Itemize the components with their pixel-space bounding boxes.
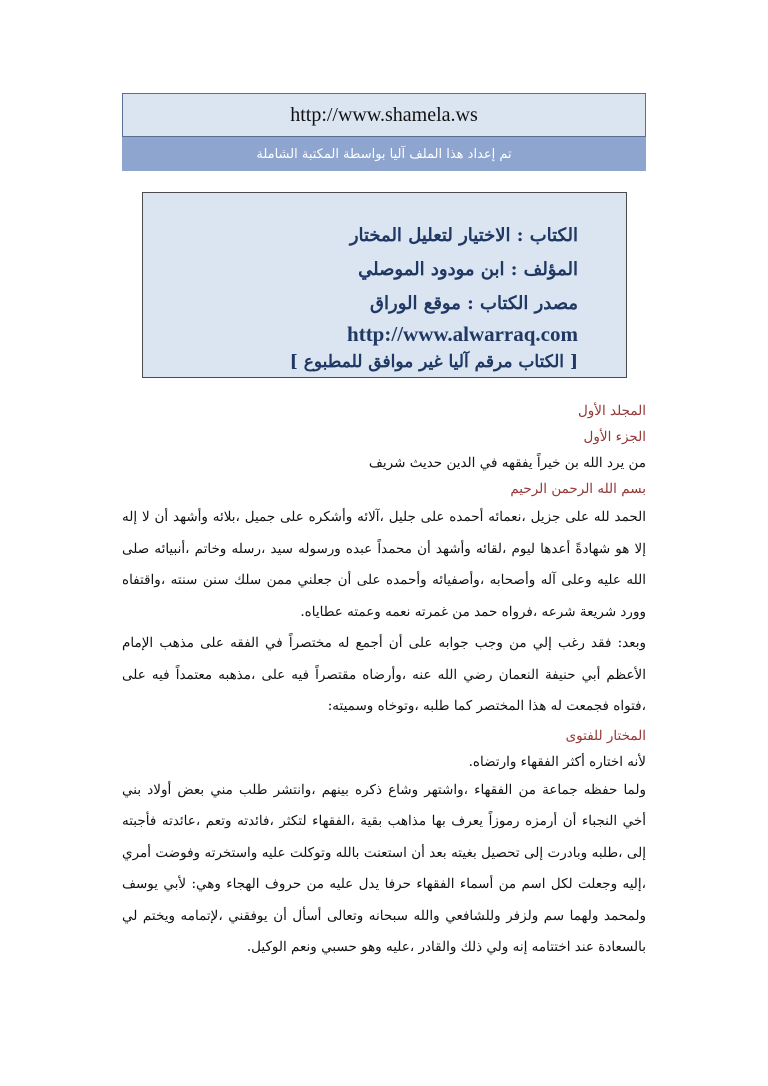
- source-url: http://www.alwarraq.com: [347, 322, 578, 346]
- hadith-line: من يرد الله بن خيراً يفقهه في الدين حديث شريف: [368, 455, 646, 471]
- symbols-paragraph: ولما حفظه جماعة من الفقهاء ،واشتهر وشاع ذكره بينهم ،وانتشر طلب مني بعض أولاد بني أخي النجباء أن أرمزه رموزاً يعرف بها مذاهب بقية ،الفقهاء لتكثر ،فائدته وتعم ،عائدته فأجبته إلى ،طلبه وبادرت إلى تحصيل بغيته بعد أن استعنت بالله وتوكلت عليه واستخرته وفوضت أمري ،إليه وجعلت لكل اسم من أسماء الفقهاء حرفا يدل عليه من حروف الهجاء وهي: لأبي يوسف ولمحمد ولهما سم ولزفر وللشافعي والله سبحانه وتعالى أسأل أن يوفقني ،لإتمامه ويختم لي بالسعادة عند اختتامه إنه ولي ذلك والقادر ،عليه وهو حسبي ونعم الوكيل.: [122, 781, 646, 955]
- book-source: مصدر الكتاب : موقع الوراق: [370, 293, 578, 314]
- numbering-note: [ الكتاب مرقم آليا غير موافق للمطبوع ]: [289, 352, 578, 372]
- book-info-box: [142, 192, 627, 378]
- book-title: الكتاب : الاختيار لتعليل المختار: [349, 225, 578, 246]
- basmala-heading: بسم الله الرحمن الرحيم: [510, 481, 646, 497]
- shamela-url-box: [122, 93, 646, 137]
- generated-banner: [122, 137, 646, 171]
- purpose-paragraph: وبعد: فقد رغب إلي من وجب جوابه على أن أجمع له مختصراً في الفقه على مذهب الإمام الأعظم أبي حنيفة النعمان رضي الله عنه ،وأرضاه مقتصراً فيه على ،مذهبه معتمداً فيه على ،فتواه فجمعت له هذا المختصر كما طلبه ،وتوخاه وسميته:: [122, 635, 646, 714]
- banner-text: تم إعداد هذا الملف آليا بواسطة المكتبة الشاملة: [256, 146, 512, 162]
- book-content: [122, 398, 646, 964]
- part-heading: الجزء الأول: [583, 429, 646, 445]
- reason-line: لأنه اختاره أكثر الفقهاء وارتضاه.: [468, 753, 646, 770]
- volume-heading: المجلد الأول: [577, 403, 646, 419]
- book-author: المؤلف : ابن مودود الموصلي: [358, 259, 578, 280]
- title-subheading: المختار للفتوى: [565, 727, 646, 744]
- intro-paragraph: الحمد لله على جزيل ،نعمائه أحمده على جليل ،آلائه وأشكره على جميل ،بلائه وأشهد أن لا إله إلا هو شهادةً أعدها ليوم ،لقائه وأشهد أن محمداً عبده ورسوله سيد ،رسله وخاتم ،أنبيائه صلى الله عليه وعلى آله وأصحابه ،وأصفيائه وأحمده على أن جعلني ممن سلك سنن سنته ،واقتفاه وورد شريعة شرعه ،فرواه حمد من غمرته نعمه وعمته عطاياه.: [122, 509, 646, 620]
- shamela-url: http://www.shamela.ws: [290, 103, 478, 126]
